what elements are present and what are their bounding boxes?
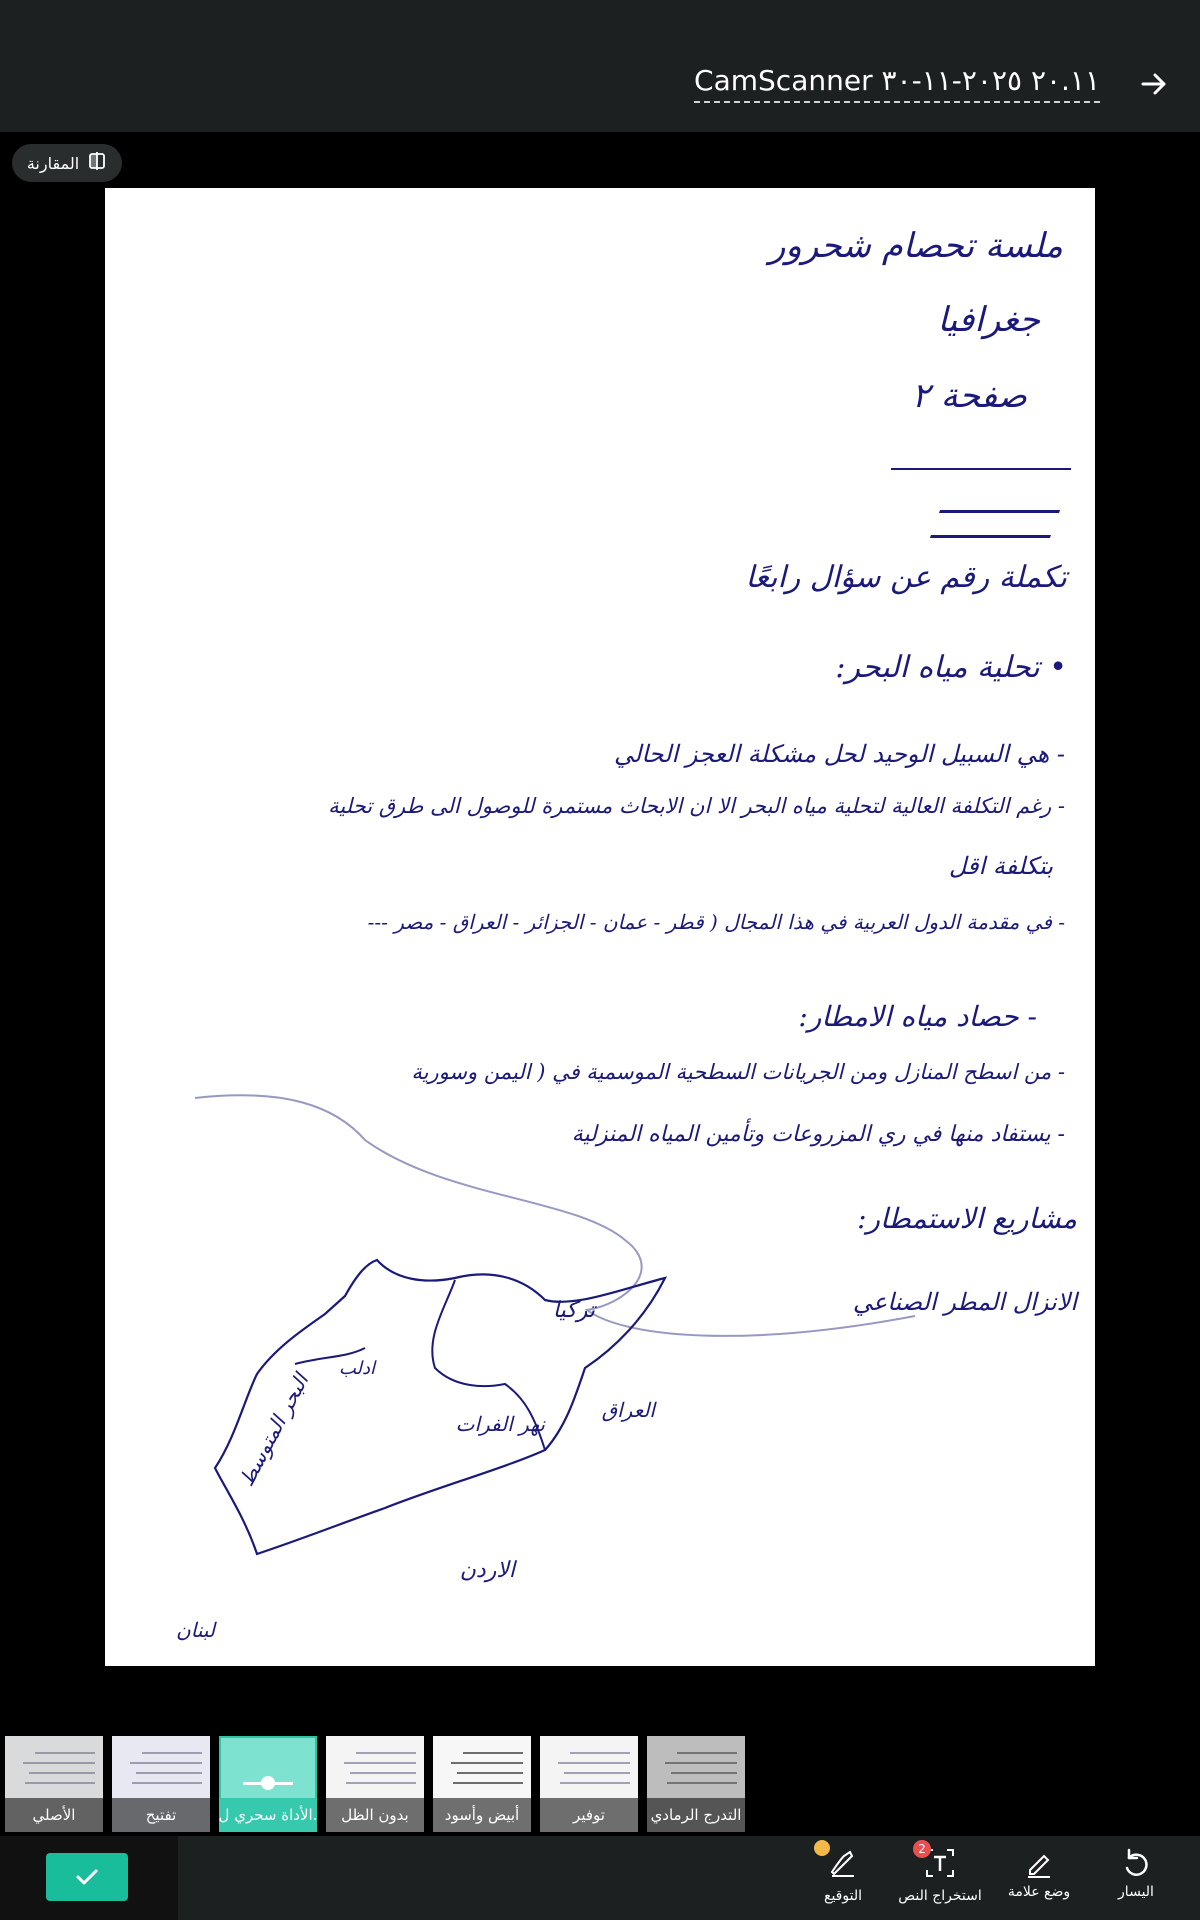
filter-label: أبيض وأسود: [433, 1798, 531, 1832]
filter-save-ink[interactable]: [540, 1736, 638, 1832]
doc-line: بتكلفة اقل: [948, 852, 1053, 880]
filter-grayscale[interactable]: [647, 1736, 745, 1832]
filter-thumbnail: [433, 1736, 531, 1800]
doc-line: • تحلية مياه البحر:: [835, 650, 1067, 685]
filter-label: توفير: [540, 1798, 638, 1832]
compare-button[interactable]: [12, 144, 122, 182]
filter-thumbnail: [219, 1736, 317, 1800]
compare-label: المقارنة: [26, 153, 80, 173]
pen-mark-icon: [1022, 1846, 1056, 1880]
tool-label: وضع علامة: [1007, 1884, 1071, 1900]
scanned-page[interactable]: [105, 188, 1095, 1666]
doc-line: - في مقدمة الدول العربية في هذا المجال ( قطر - عمان - الجزائر - العراق - مصر ---: [367, 910, 1065, 934]
slider-knob: [261, 1776, 275, 1790]
filter-strip: [0, 1736, 760, 1836]
filter-label: تفتيح: [112, 1798, 210, 1832]
rotate-left-icon: [1119, 1846, 1153, 1880]
filter-thumbnail: [5, 1736, 103, 1800]
doc-line: ملسة تحصام شحرور: [769, 226, 1063, 266]
tool-label: التوقيع: [824, 1888, 862, 1904]
filter-lighten[interactable]: [112, 1736, 210, 1832]
confirm-button[interactable]: [46, 1853, 128, 1901]
tool-signature[interactable]: [793, 1846, 893, 1916]
doc-line: - هي السبيل الوحيد لحل مشكلة العجز الحالي: [614, 740, 1065, 768]
count-badge: 2: [913, 1840, 931, 1858]
map-label-euphrates: نهر الفرات: [455, 1412, 545, 1436]
arrow-right-icon[interactable]: [1132, 62, 1176, 106]
signature-icon: [826, 1846, 860, 1880]
doc-line: مشاريع الاستمطار:: [857, 1202, 1077, 1235]
doc-line: - رغم التكلفة العالية لتحلية مياه البحر الا ان الابحاث مستمرة للوصول الى طرق تحلية: [328, 794, 1065, 818]
filter-magic[interactable]: [219, 1736, 317, 1832]
filter-label: بدون الظل: [326, 1798, 424, 1832]
doc-line: - يستفاد منها في ري المزروعات وتأمين المياه المنزلية: [571, 1122, 1065, 1147]
map-label-turkey: تركيا: [552, 1298, 595, 1323]
doc-line: صفحة ٢: [911, 376, 1027, 416]
filter-original[interactable]: [5, 1736, 103, 1832]
filter-thumbnail: [647, 1736, 745, 1800]
check-icon: [72, 1862, 102, 1892]
filter-thumbnail: [326, 1736, 424, 1800]
doc-line: جغرافيا: [937, 300, 1040, 340]
doc-line: - حصاد مياه الامطار:: [798, 1000, 1037, 1033]
map-label-lebanon: لبنان: [176, 1618, 215, 1642]
premium-badge: [814, 1840, 830, 1856]
tool-extract-text[interactable]: [890, 1842, 990, 1916]
doc-line: تكملة رقم عن سؤال رابعًا: [745, 560, 1067, 595]
filter-thumbnail: [540, 1736, 638, 1800]
document-title[interactable]: CamScanner ٢٠.١١ ٢٠٢٥-١١-٣٠: [694, 64, 1100, 103]
map-label-jordan: الاردن: [459, 1558, 515, 1583]
filter-label: التدرج الرمادي: [647, 1798, 745, 1832]
map-label-iraq: العراق: [601, 1398, 655, 1422]
filter-label: الأصلي: [5, 1798, 103, 1832]
compare-icon: [87, 151, 107, 175]
tool-rotate-left[interactable]: [1086, 1846, 1186, 1916]
filter-black-white[interactable]: [433, 1736, 531, 1832]
filter-label: الأداة سحري ل.: [219, 1798, 317, 1832]
map-label-idlib: ادلب: [338, 1358, 375, 1379]
tool-label: استخراج النص: [898, 1888, 982, 1904]
filter-thumbnail: [112, 1736, 210, 1800]
filter-no-shadow[interactable]: [326, 1736, 424, 1832]
tool-label: اليسار: [1118, 1884, 1154, 1900]
tool-mark[interactable]: [989, 1846, 1089, 1916]
doc-line: الانزال المطر الصناعي: [852, 1288, 1077, 1316]
doc-line: - من اسطح المنازل ومن الجريانات السطحية الموسمية في ( اليمن وسورية: [411, 1060, 1065, 1084]
map-label-mediterranean: البحر المتوسط: [233, 1369, 313, 1491]
